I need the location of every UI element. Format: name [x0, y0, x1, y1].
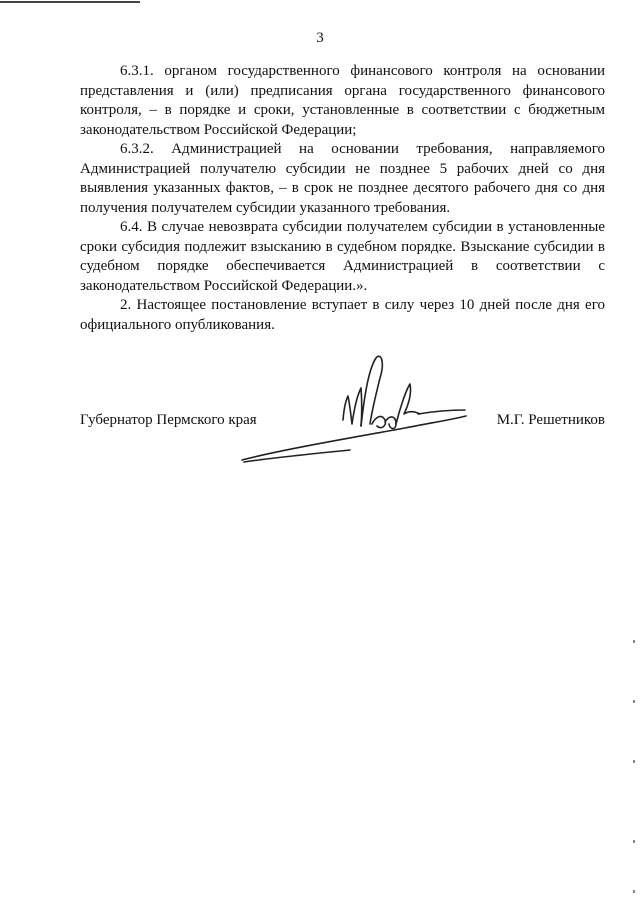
- paragraph-2: 2. Настоящее постановление вступает в силу через 10 дней после дня его официального опубликования.: [80, 297, 605, 333]
- top-border-line: [0, 1, 140, 3]
- page-number: 3: [316, 30, 324, 46]
- scan-edge-marks: [632, 640, 636, 900]
- paragraph-6-3-2: 6.3.2. Администрацией на основании требования, направляемого Администрацией получателю субсидии не позднее 5 рабочих дней со дня выявления указанных фактов, – в срок не позднее десятого рабочего дня со дня получения получателем субсидии указанного требования.: [80, 141, 605, 216]
- paragraph-6-3-1: 6.3.1. органом государственного финансового контроля на основании представления и (или) предписания органа государственного финансового контроля, – в порядке и сроки, установленные в соответствии с бюджетным законодательством Российской Федерации;: [80, 63, 605, 138]
- paragraph-6-4: 6.4. В случае невозврата субсидии получателем субсидии в установленные сроки субсидия подлежит взысканию в судебном порядке. Взыскание субсидии в судебном порядке обеспечивается Администрацией в соответствии с законодательством Российской Федерации.».: [80, 219, 605, 294]
- document-body: [80, 62, 605, 335]
- signature-block: [80, 408, 605, 438]
- signatory-title: Губернатор Пермского края: [80, 412, 257, 428]
- signatory-name: М.Г. Решетников: [496, 412, 605, 428]
